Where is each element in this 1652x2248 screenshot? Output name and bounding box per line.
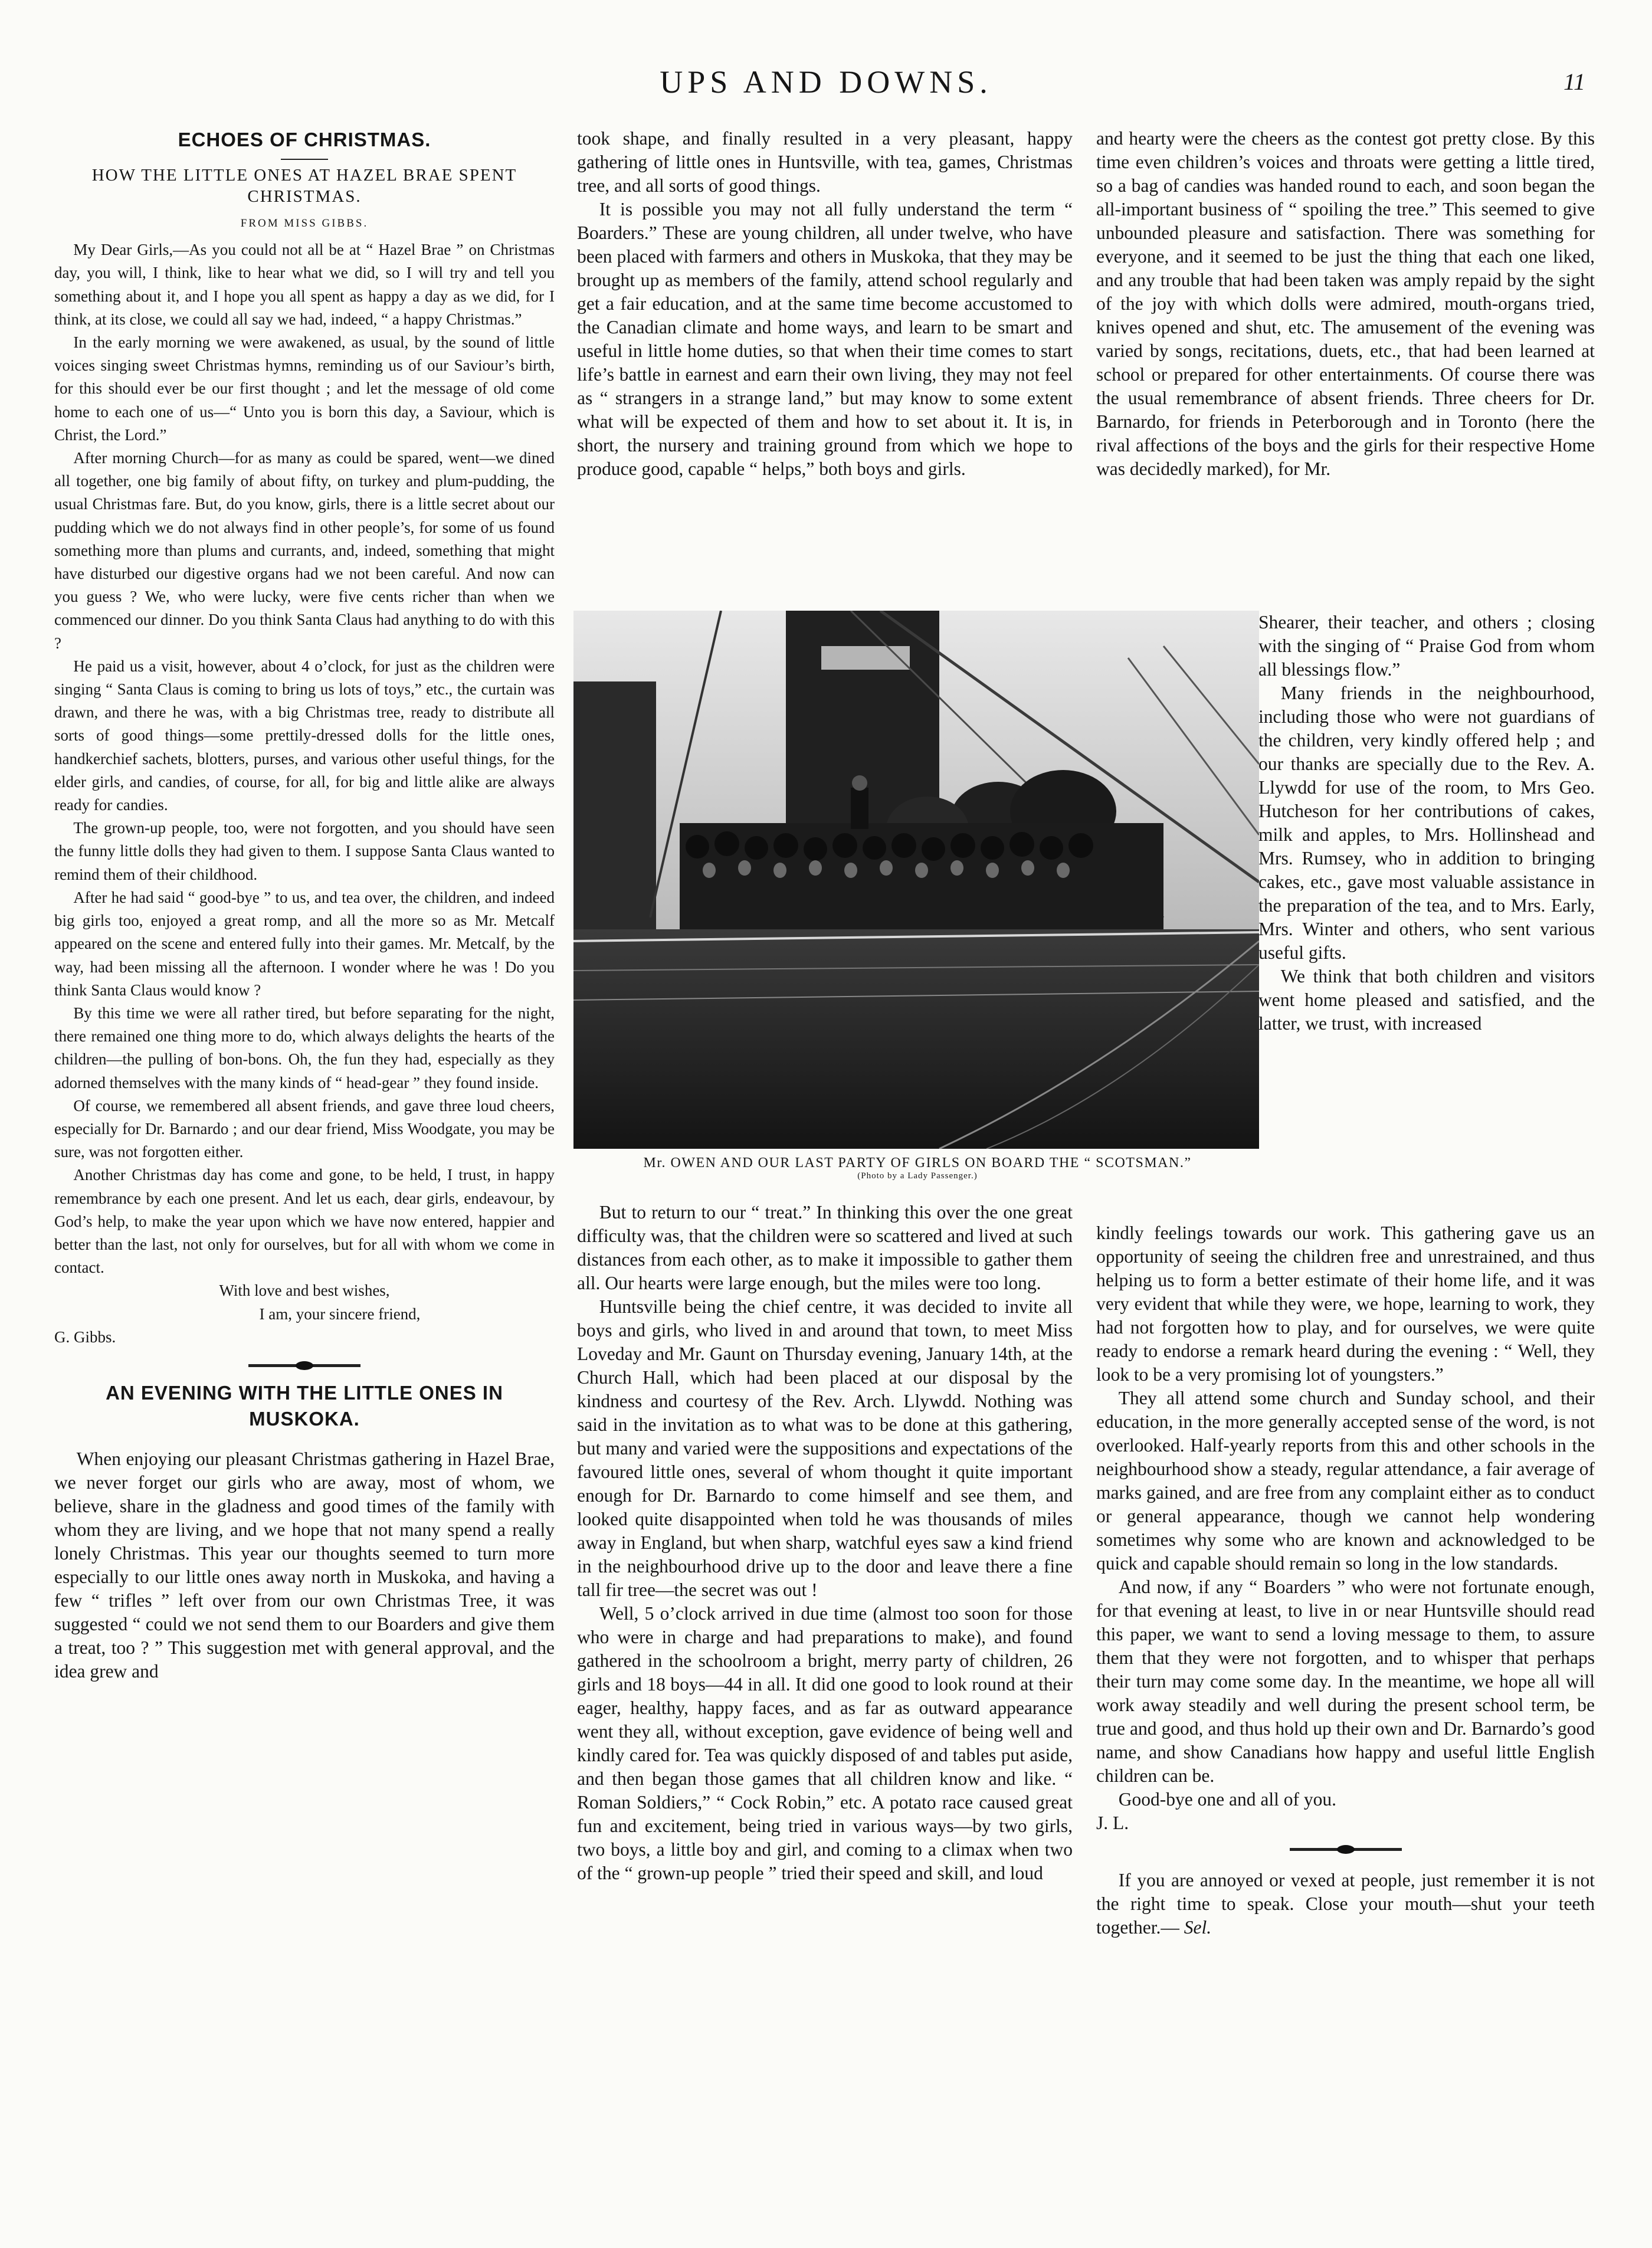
paragraph: After he had said “ good-bye ” to us, and tea over, the children, and indeed big girls too, enjoyed a great romp, and all the more so as Mr. Metcalf appeared on the scene and entered fully into their games. Mr. Metcalf, by the way, had been missing all the afternoon. I wonder where he was ! Do you think Santa Claus would know ? [54, 888, 555, 999]
paragraph: and hearty were the cheers as the contest got pretty close. By this time even children’s voices and throats were getting a little tired, so a bag of candies was handed round to each, and soon began the all-important business of “ spoiling the tree.” This seemed to give unbounded pleasure and satisfaction. There was something for everyone, and it seemed to be just the thing that each one liked, and any trouble that had been taken was amply repaid by the sight of the joy with which dolls were admired, mouth-organs tried, knives opened and shut, etc. The amusement of the evening was varied by songs, recitations, duets, etc., that had been learned at school or prepared for other entertainments. Of course there was the usual remembrance of absent friends. Three cheers for Dr. Barnardo, for friends in Peterborough and in Toronto (here the rival affections of the boys and the girls for their respective Home was decidedly marked), for Mr. [1096, 128, 1595, 479]
paragraph: took shape, and finally resulted in a very pleasant, happy gathering of little ones in Huntsville, with tea, games, Christmas tree, and all sorts of good things. [577, 128, 1073, 196]
column-2-top [577, 127, 1073, 599]
article-1-subtitle: HOW THE LITTLE ONES AT HAZEL BRAE SPENT CHRISTMAS. [91, 166, 517, 206]
article-1-title: ECHOES OF CHRISTMAS. [178, 129, 431, 150]
paragraph: The grown-up people, too, were not forgotten, and you should have seen the funny little dolls they had given to them. I suppose Santa Claus wanted to remind them of their childhood. [54, 819, 555, 883]
photograph [573, 611, 1259, 1149]
paragraph: Shearer, their teacher, and others ; closing with the singing of “ Praise God from whom all blessings flow.” [1258, 612, 1595, 680]
filler-body: If you are annoyed or vexed at people, just remember it is not the right time to speak. Close your mouth—shut your teeth together.— [1096, 1870, 1595, 1938]
ship-deck-photo [573, 611, 1259, 1149]
photo-credit: (Photo by a Lady Passenger.) [857, 1171, 978, 1181]
paragraph: When enjoying our pleasant Christmas gathering in Hazel Brae, we never forget our girls who are away, most of whom, we believe, share in the gladness and good times of the family with whom they are living, and we hope that not many spend a really lonely Christmas. This year our thoughts seemed to turn more especially to our little ones away north in Muskoka, and having a few “ trifles ” left over from our own Christmas Tree, it was suggested “ could we not send them to our Boarders and give them a treat, too ? ” This suggestion met with general approval, and the idea grew and [54, 1448, 555, 1682]
paragraph: In the early morning we were awakened, as usual, by the sound of little voices singing sweet Christmas hymns, reminding us of our Saviour’s birth, for this should ever be our first thought ; and let the message of old come home to each one of us—“ Unto you is born this day, a Saviour, which is Christ, the Lord.” [54, 333, 555, 444]
paragraph: Good-bye one and all of you. [1118, 1789, 1336, 1810]
article-2-title: AN EVENING WITH THE LITTLE ONES IN MUSKOKA. [106, 1381, 503, 1430]
photo-caption [566, 1155, 1268, 1181]
running-head: UPS AND DOWNS. [660, 64, 992, 100]
paragraph: Many friends in the neighbourhood, including those who were not guardians of the children, very kindly offered help ; and our thanks are specially due to the Rev. A. Llywdd for use of the room, to Mrs Geo. Hutcheson for her contributions of cakes, milk and apples, to Mrs. Hollinshead and Mrs. Rumsey, who in addition to bringing cakes, etc., gave most valuable assistance in the preparation of the tea, and to Mrs. Early, Mrs. Winter and others, who sent various useful gifts. [1258, 683, 1595, 963]
filler-text [1096, 1869, 1595, 1939]
paragraph: Huntsville being the chief centre, it was decided to invite all boys and girls, who lived in and around that town, to meet Miss Loveday and Mr. Gaunt on Thursday evening, January 14th, at the Church Hall, which had been placed at our disposal by the kindness and courtesy of the Rev. Arch. Llywdd. Nothing was said in the invitation as to what was to be done at this gathering, but many and varied were the suppositions and expectations of the favoured little ones, several of whom thought it quite important enough for Dr. Barnardo to come himself and see them, and looked quite disappointed when told he was thousands of miles away in England, but when sharp, watchful eyes saw a kind friend in the neighbourhood drive up to the door and leave there a fine tall fir tree—the secret was out ! [577, 1296, 1073, 1600]
ornament-divider [1290, 1848, 1402, 1851]
paragraph: Of course, we remembered all absent friends, and gave three loud cheers, especially for Dr. Barnardo ; and our dear friend, Miss Woodgate, you may be sure, was not forgotten either. [54, 1096, 555, 1161]
paragraph: He paid us a visit, however, about 4 o’clock, for just as the children were singing “ Santa Claus is coming to bring us lots of toys,” etc., the curtain was drawn, and there he was, with a big Christmas tree, ready to distribute all sorts of good things—some prettily-dressed dolls for the little ones, handkerchief sachets, blotters, purses, and various other useful things, for the elder girls, and candies, of course, for all, for big and little alike are always ready for candies. [54, 657, 555, 814]
closing-line: I am, your sincere friend, [259, 1305, 421, 1323]
paragraph: It is possible you may not all fully understand the term “ Boarders.” These are young children, all under twelve, who have been placed with farmers and others in Muskoka, that they may be brought up as members of the family, attend school regularly and get a fair education, and at the same time become accustomed to the Canadian climate and home ways, and learn to be smart and useful in little home duties, so that when their time comes to start life’s battle in earnest and earn their own living, they may not feel as “ strangers in a strange land,” but may know to some extent what will be expected of them and how to set about it. It is, in short, the nursery and training ground from which we hope to produce good, capable “ helps,” both boys and girls. [577, 199, 1073, 479]
column-1 [54, 127, 555, 1683]
filler-source: Sel. [1184, 1917, 1212, 1938]
paragraph: They all attend some church and Sunday school, and their education, in the more generally accepted sense of the word, is not overlooked. Half-yearly reports from this and other schools in the neighbourhood show a steady, regular attendance, a fair average of marks gained, and are free from any complaint either as to conduct or general appearance, though we cannot help wondering sometimes why some who are known and acknowledged to be quick and capable should remain so long in the low standards. [1096, 1388, 1595, 1574]
page-number: 11 [1564, 68, 1586, 95]
column-2-bottom [577, 1201, 1073, 2221]
paragraph: By this time we were all rather tired, but before separating for the night, there remained one thing more to do, which always delights the hearts of the children—the pulling of bon-bons. Oh, the fun they had, especially as they adorned themselves with the many kinds of “ head-gear ” they found inside. [54, 1004, 555, 1092]
signature: G. Gibbs. [54, 1328, 116, 1346]
paragraph: After morning Church—for as many as could be spared, went—we dined all together, one big family of about fifty, on turkey and plum-pudding, the usual Christmas fare. But, do you know, girls, there is a little secret about our pudding which we do not always find in other people’s, for some of us found something more than plums and currants, and, indeed, something that might have disturbed our digestive organs had we not been careful. And now can you guess ? We, who were lucky, were five cents richer than when we commenced our dinner. Do you think Santa Claus had anything to do with this ? [54, 449, 555, 652]
title-rule [281, 159, 328, 160]
paragraph: kindly feelings towards our work. This gathering gave us an opportunity of seeing the children free and unrestrained, and thus helping us to form a better estimate of their home life, and it was very evident that while they were, we hope, learning to work, they had not forgotten how to play, and for ourselves, we were quite ready to endorse a remark heard during the evening : “ Well, they look to be a very promising lot of youngsters.” [1096, 1223, 1595, 1385]
paragraph: Well, 5 o’clock arrived in due time (almost too soon for those who were in charge and had preparations to make), and found gathered in the schoolroom a bright, merry party of children, 26 girls and 18 boys—44 in all. It did one good to look round at their eager, healthy, happy faces, and as far as outward appearance went they all, without exception, gave evidence of being well and kindly cared for. Tea was quickly disposed of and tables put aside, and then began those games that all children know and like. “ Roman Soldiers,” “ Cock Robin,” etc. A potato race caused great fun and excitement, being tried in various ways—by two girls, two boys, a little boy and girl, and coming to a climax when two of the “ grown-up people ” tried their speed and skill, and loud [577, 1603, 1073, 1883]
column-3-bottom [1096, 1221, 1595, 2213]
paragraph: My Dear Girls,—As you could not all be at “ Hazel Brae ” on Christmas day, you will, I think, like to hear what we did, so I will try and tell you something about it, and I hope you all spent as happy a day as we did, for I think, at its close, we could all say we had, indeed, “ a happy Christmas.” [54, 241, 555, 328]
column-3-narrow [1258, 611, 1595, 1218]
paragraph: But to return to our “ treat.” In thinking this over the one great difficulty was, that the children were so scattered and lived at such distances from each other, as to make it impossible to gather them all. Our hearts were large enough, but the miles were too long. [577, 1202, 1073, 1293]
paragraph: And now, if any “ Boarders ” who were not fortunate enough, for that evening at least, to live in or near Huntsville should read this paper, we want to send a loving message to them, to assure them that they were not forgotten, and to whisper that perhaps their turn may come some day. In the meantime, we hope all will work away steadily and well during the present school term, be true and good, and thus hold up their own and Dr. Barnardo’s good name, and show Canadians how happy and useful little English children can be. [1096, 1577, 1595, 1786]
paragraph: Another Christmas day has come and gone, to be held, I trust, in happy remembrance by each one present. And let us each, dear girls, endeavour, by God’s help, to make the year upon which we have now entered, happier and better than the last, not only for ourselves, but for all with whom we come in contact. [54, 1166, 555, 1277]
paragraph: We think that both children and visitors went home pleased and satisfied, and the latter, we trust, with increased [1258, 966, 1595, 1034]
article-1-byline: FROM MISS GIBBS. [240, 217, 369, 230]
ornament-divider [248, 1364, 360, 1367]
signature: J. L. [1096, 1813, 1129, 1833]
column-3-top [1096, 127, 1595, 611]
closing-line: With love and best wishes, [219, 1282, 390, 1300]
caption-text: Mr. OWEN AND OUR LAST PARTY OF GIRLS ON BOARD THE “ SCOTSMAN.” [643, 1155, 1192, 1171]
